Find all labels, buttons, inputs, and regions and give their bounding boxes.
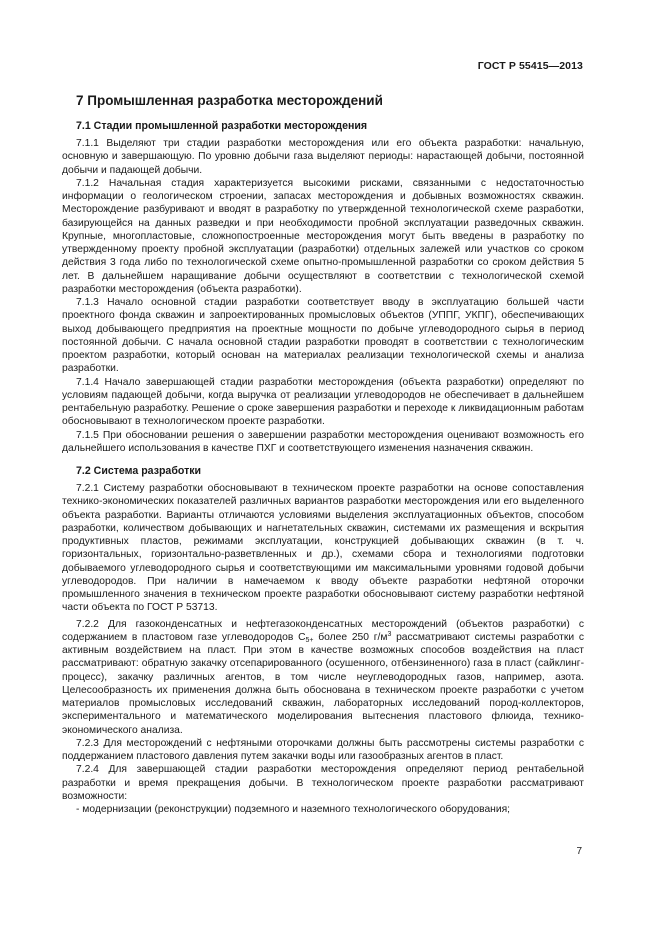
paragraph-7-2-1: 7.2.1 Систему разработки обосновывают в техническом проекте разработки на основе сопоставления технико-экономических показателей различных вариантов разработки месторождения или его выделенного объекта разработки. Варианты отличаются условиями выделения эксплуатационных объектов, способом разработки, количеством добывающих и нагнетательных скважин, системами их размещения и вскрытия продуктивных пластов, режимами эксплуатации, конструкцией добывающих скважин (в т. ч. горизонтальных, горизонтально-разветвленных и др.), схемами сбора и технологиями подготовки добываемого углеводородного сырья и соответствующими им максимальными уровнями годовой добычи углеводородов. При наличии в намечаемом к вводу объекте разработки нефтяной оторочки промышленного значения в техническом проекте разработки обосновывают систему разработки нефтяной части объекта по ГОСТ Р 53713. xyxy=(62,483,584,614)
section-title: 7 Промышленная разработка месторождений xyxy=(76,93,383,108)
paragraph-7-1-2: 7.1.2 Начальная стадия характеризуется высокими рисками, связанными с недостаточностью информации о геологическом строении, запасах месторождения и добывных возможностях скважин. Месторождение разбуривают и вводят в разработку по утвержденной технологической схеме разработки, базирующейся на данных разведки и при необходимости пробной эксплуатации разведочных скважин. Крупные, многопластовые, сложнопостроенные месторождения могут быть введены в разработку по утвержденному проекту пробной эксплуатации (разработки) отдельных залежей или участков со сроком действия 3 года либо по технологической схеме опытно-промышленной разработки со сроком действия 5 лет. В дальнейшем наращивание добычи осуществляют в соответствии с технологической схемой разработки месторождения (объекта разработки). xyxy=(62,177,584,295)
paragraph-7-1-3: 7.1.3 Начало основной стадии разработки соответствует вводу в эксплуатацию большей части проектного фонда скважин и запроектированных промысловых объектов (УППГ, УКПГ), обеспечивающих выход добывающего предприятия на проектные мощности по добыче углеводородного сырья в период постоянной добычи. С начала основной стадии разработки проводят в соответствии с технологическим проектом разработки, который основан на материалах реализации технологической схемы и анализа разработки. xyxy=(62,297,584,375)
paragraph-7-1-4: 7.1.4 Начало завершающей стадии разработки месторождения (объекта разработки) определяют по условиям падающей добычи, когда выручка от реализации углеводородов не обеспечивает в дальнейшем рентабельную разработку. Решение о сроке завершения разработки и переходе к ликвидационным работам обосновывают в технологическом проекте разработки. xyxy=(62,376,584,428)
subsection-title-7-1: 7.1 Стадии промышленной разработки месторождения xyxy=(76,120,368,132)
paragraph-7-2-2: 7.2.2 Для газоконденсатных и нефтегазоконденсатных месторождений (объектов разработки) с содержанием в пластовом газе углеводородов $С_{5+}$ более 250 $г/м^3$ рассматривают системы разработки с активным воздействием на пласт. При этом в качестве возможных способов воздействия на пласт рассматривают: обратную закачку отсепарированного (осушенного, отбензиненного) газа в пласт (сайклинг-процесс), закачку различных агентов, в том числе неуглеводородных газов, например, азота. Целесообразность их применения должна быть обоснована в техническом проекте разработки с учетом материалов промысловых исследований скважин, лабораторных исследований пород-коллекторов, экспериментального и математического моделирования вытеснения пластового флюида, технико-экономического анализа. xyxy=(62,618,584,736)
page-content xyxy=(62,92,584,816)
subsection-title-7-2: 7.2 Система разработки xyxy=(76,465,202,477)
paragraph-7-2-3: 7.2.3 Для месторождений с нефтяными оторочками должны быть рассмотрены системы разработки с поддержанием пластового давления путем закачки воды или газообразных агентов в пласт. xyxy=(62,737,584,762)
paragraph-7-1-5: 7.1.5 При обосновании решения о завершении разработки месторождения оценивают возможность его дальнейшего использования в качестве ПХГ и соответствующего изменения назначения скважин. xyxy=(62,429,584,454)
paragraph-7-2-4: 7.2.4 Для завершающей стадии разработки месторождения определяют период рентабельной разработки и время прекращения добычи. В технологическом проекте разработки рассматривают возможности: xyxy=(62,764,584,802)
standard-number-header: ГОСТ Р 55415—2013 xyxy=(477,60,583,72)
paragraph-7-1-1: 7.1.1 Выделяют три стадии разработки месторождения или его объекта разработки: начальную, основную и завершающую. По уровню добычи газа выделяют периоды: нарастающей добычи, постоянной добычи и падающей добычи. xyxy=(62,138,584,176)
possibilities-list xyxy=(62,803,584,816)
list-item: - модернизации (реконструкции) подземного и наземного технологического оборудования; xyxy=(76,804,511,815)
page-number: 7 xyxy=(576,846,582,857)
